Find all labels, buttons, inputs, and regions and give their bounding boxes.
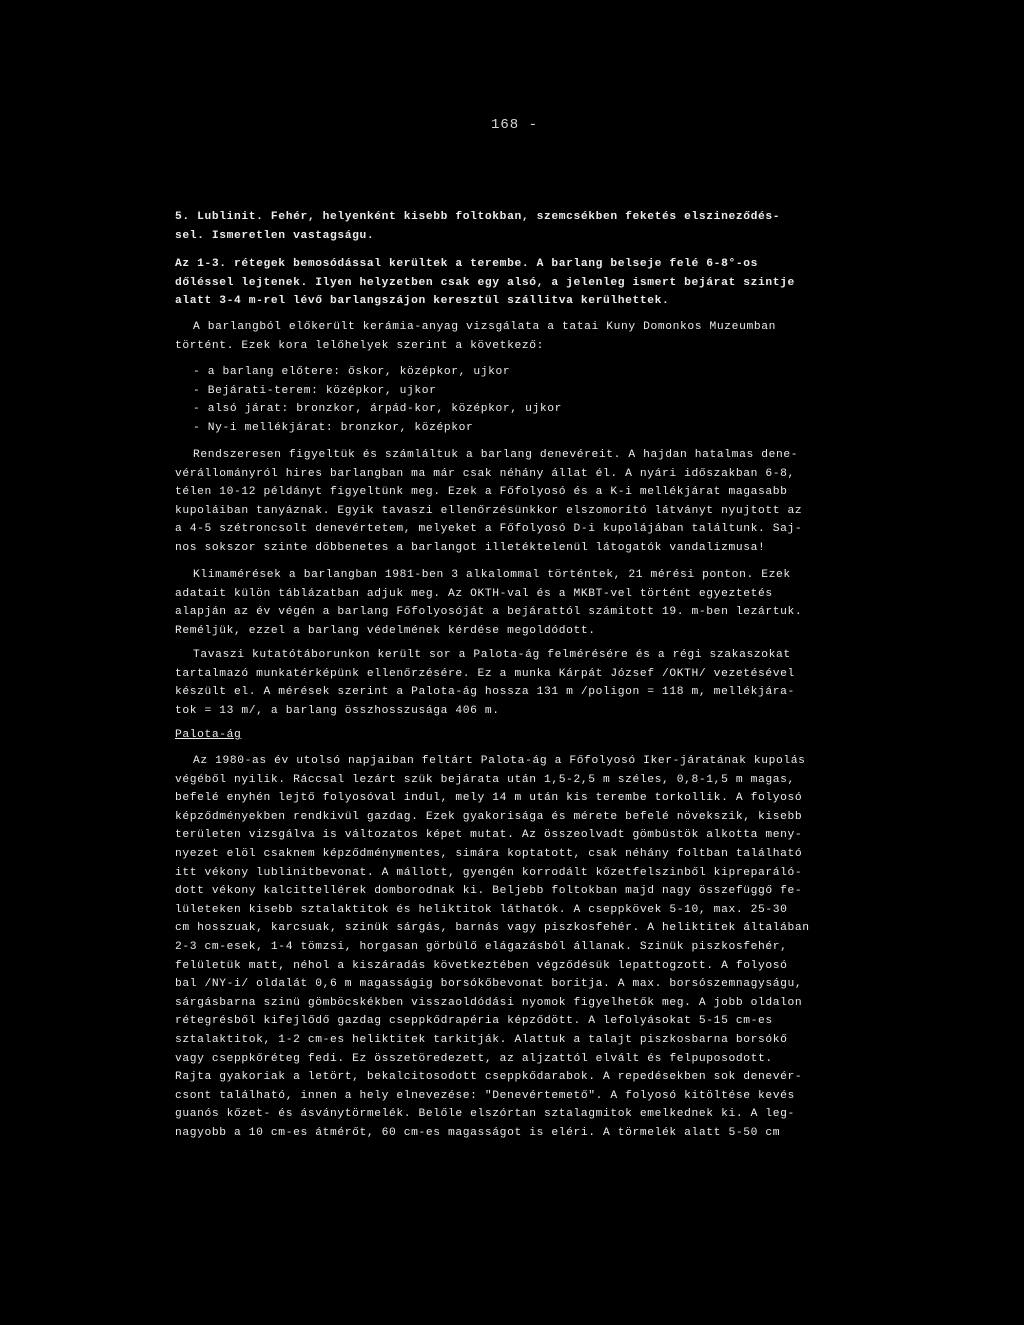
text-line: a 4-5 szétroncsolt denevértetem, melyeket a Főfolyosó D-i kupolájában találtunk. Saj- bbox=[175, 523, 803, 536]
text-line: Klimamérések a barlangban 1981-ben 3 alkalommal történtek, 21 mérési ponton. Ezek bbox=[193, 569, 791, 581]
text-line: Reméljük, ezzel a barlang védelmének kérdése megoldódott. bbox=[175, 624, 596, 637]
text-line: Rajta gyakoriak a letört, bekalcitosodott cseppkődarabok. A repedésekben sok denevér- bbox=[175, 1071, 803, 1084]
paragraph-palota bbox=[175, 752, 847, 1142]
list-item: - Bejárati-terem: középkor, ujkor bbox=[193, 384, 437, 397]
text-line: A barlangból előkerült kerámia-anyag vizsgálata a tatai Kuny Domonkos Muzeumban bbox=[193, 321, 776, 333]
text-line: bal /NY-i/ oldalát 0,6 m magasságig borsókőbevonat boritja. A max. borsószemnagyságu, bbox=[175, 978, 803, 991]
text-line: rétegrésből kifejlődő gazdag cseppkődrapéria képződött. A lefolyásokat 5-15 cm-es bbox=[175, 1015, 773, 1028]
paragraph-lublinit bbox=[175, 208, 847, 245]
list-item: - alsó járat: bronzkor, árpád-kor, középkor, ujkor bbox=[193, 403, 562, 416]
text-line: alatt 3-4 m-rel lévő barlangszájon keresztül szállitva kerülhettek. bbox=[175, 295, 670, 308]
text-line: tartalmazó munkatérképünk ellenőrzésére. Ez a munka Kárpát József /OKTH/ vezetésével bbox=[175, 667, 795, 680]
text-line: befelé enyhén lejtő folyosóval indul, mely 14 m után kis terembe torkollik. A folyosó bbox=[175, 792, 803, 805]
paragraph-kutatotabor bbox=[175, 646, 847, 720]
text-line: kupoláiban tanyáznak. Egyik tavaszi ellenőrzésünkkor elszomorító látványt nyujtott az bbox=[175, 504, 803, 517]
text-line: készült el. A mérések szerint a Palota-ág hossza 131 m /poligon = 118 m, mellékjára- bbox=[175, 686, 795, 699]
text-line: cm hosszuak, karcsuak, szinük sárgás, barnás vagy piszkosfehér. A heliktitek általában bbox=[175, 922, 810, 935]
text-line: lületeken kisebb sztalaktitok és heliktitok láthatók. A cseppkövek 5-10, max. 25-30 bbox=[175, 903, 788, 916]
text-line: nos sokszor szinte döbbenetes a barlangot illetéktelenül látogatók vandalizmusa! bbox=[175, 541, 766, 554]
paragraph-klima bbox=[175, 566, 847, 640]
text-line: vagy cseppkőréteg fedi. Ez összetöredezett, az aljzattól elvált és felpuposodott. bbox=[175, 1052, 773, 1065]
text-line: 5. Lublinit. Fehér, helyenként kisebb foltokban, szemcsékben feketés elszineződés- bbox=[175, 211, 781, 223]
text-line: nagyobb a 10 cm-es átmérőt, 60 cm-es magasságot is eléri. A törmelék alatt 5-50 cm bbox=[175, 1126, 781, 1139]
paragraph-keramia bbox=[175, 318, 847, 355]
list-item: - a barlang előtere: őskor, középkor, ujkor bbox=[193, 366, 511, 378]
text-line: sel. Ismeretlen vastagságu. bbox=[175, 229, 375, 242]
text-line: Tavaszi kutatótáborunkon került sor a Palota-ág felmérésére és a régi szakaszokat bbox=[193, 649, 791, 661]
text-line: tok = 13 m/, a barlang összhosszusága 406 m. bbox=[175, 704, 500, 717]
paragraph-retegek bbox=[175, 255, 847, 311]
text-line: télen 10-12 példányt figyeltünk meg. Ezek a Főfolyosó és a K-i mellékjárat magasabb bbox=[175, 486, 788, 499]
text-line: adatait külön táblázatban adjuk meg. Az OKTH-val és a MKBT-vel történt egyeztetés bbox=[175, 587, 773, 600]
text-line: 2-3 cm-esek, 1-4 tömzsi, horgasan görbülő elágazásból állanak. Szinük piszkosfehér, bbox=[175, 940, 788, 953]
text-line: alapján az év végén a barlang Főfolyosóját a bejárattól számitott 19. m-ben lezártuk. bbox=[175, 606, 803, 619]
page-number: 168 - bbox=[491, 117, 539, 133]
text-line: Az 1-3. rétegek bemosódással kerültek a terembe. A barlang belseje felé 6-8°-os bbox=[175, 258, 758, 270]
text-line: Rendszeresen figyeltük és számláltuk a barlang denevéreit. A hajdan hatalmas dene- bbox=[193, 449, 799, 461]
text-line: felületük matt, néhol a kiszáradás következtében végződésük lepattogzott. A folyosó bbox=[175, 959, 788, 972]
text-line: területen vizsgálva is változatos képet mutat. Az összeolvadt gömbüstök alkotta meny- bbox=[175, 829, 803, 842]
list-item: - Ny-i mellékjárat: bronzkor, középkor bbox=[193, 421, 474, 434]
heading-text: Palota-ág bbox=[175, 729, 242, 741]
text-line: Az 1980-as év utolsó napjaiban feltárt Palota-ág a Főfolyosó Iker-járatának kupolás bbox=[193, 755, 806, 767]
text-line: történt. Ezek kora lelőhelyek szerint a következő: bbox=[175, 339, 544, 352]
text-line: csont található, innen a hely elnevezése: "Denevértemető". A folyosó kitöltése kevés bbox=[175, 1089, 795, 1102]
text-line: végéből nyilik. Ráccsal lezárt szük bejárata után 1,5-2,5 m széles, 0,8-1,5 m magas, bbox=[175, 773, 795, 786]
text-line: sárgásbarna szinü gömböcskékben visszaoldódási nyomok figyelhetők meg. A jobb oldalon bbox=[175, 996, 803, 1009]
text-line: képződményekben rendkivül gazdag. Ezek gyakorisága és mérete befelé növekszik, kisebb bbox=[175, 810, 803, 823]
text-line: sztalaktitok, 1-2 cm-es heliktitek tarkitják. Alattuk a talajt piszkosbarna borsókő bbox=[175, 1033, 788, 1046]
text-line: nyezet elöl csaknem képződménymentes, simára koptatott, csak néhány foltban található bbox=[175, 847, 803, 860]
text-line: dott vékony kalcittellérek domborodnak ki. Beljebb foltokban majd nagy összefüggő fe- bbox=[175, 885, 803, 898]
section-heading-palota bbox=[175, 726, 847, 745]
text-line: dőléssel lejtenek. Ilyen helyzetben csak egy alsó, a jelenleg ismert bejárat szintje bbox=[175, 276, 795, 289]
list-lelohelyek bbox=[175, 363, 847, 437]
text-line: guanós kőzet- és ásványtörmelék. Belőle elszórtan sztalagmitok emelkednek ki. A leg- bbox=[175, 1108, 795, 1121]
text-line: vérállományról hires barlangban ma már csak néhány állat él. A nyári időszakban 6-8, bbox=[175, 467, 795, 480]
paragraph-denever bbox=[175, 446, 847, 558]
text-line: itt vékony lublinitbevonat. A mállott, gyengén korrodált kőzetfelszinből kipreparáló- bbox=[175, 866, 803, 879]
